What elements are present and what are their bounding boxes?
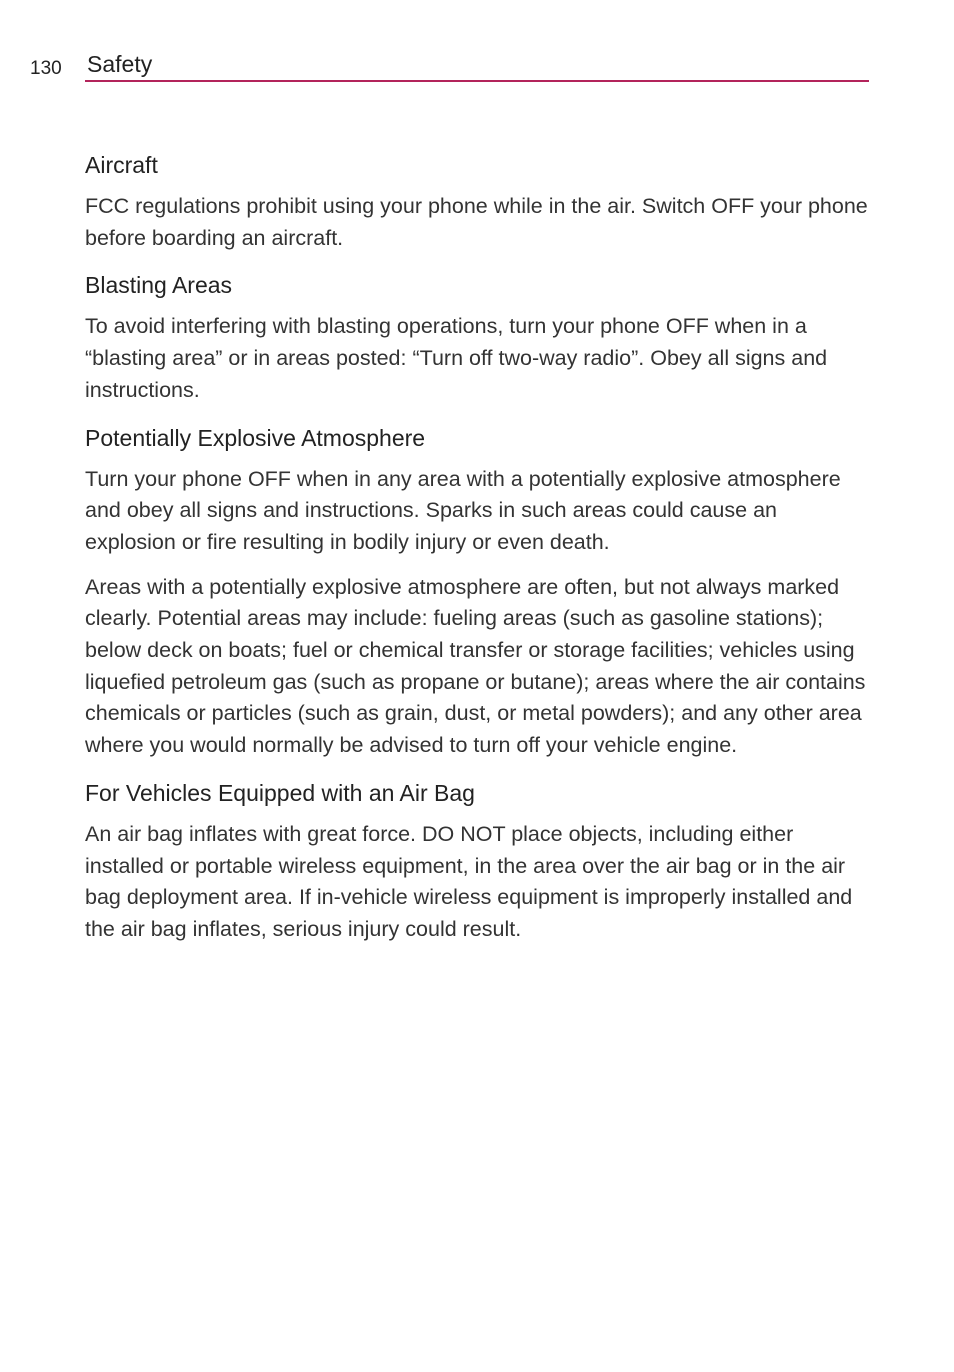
section-blasting-areas <box>85 268 871 406</box>
section-explosive-atmosphere <box>85 421 871 762</box>
section-heading: Aircraft <box>85 152 158 178</box>
section-aircraft <box>85 148 871 254</box>
header-divider <box>85 80 869 82</box>
section-heading: For Vehicles Equipped with an Air Bag <box>85 779 475 806</box>
section-air-bag <box>85 776 871 946</box>
paragraph: Turn your phone OFF when in any area with a potentially explosive atmosphere and obey all signs and instructions. Sparks in such areas could cause an explosion or fire resulting in bodily injury or even death. <box>85 466 841 554</box>
paragraph: To avoid interfering with blasting operations, turn your phone OFF when in a “blasting area” or in areas posted: “Turn off two-way radio”. Obey all signs and instructions. <box>85 314 828 402</box>
page-content <box>85 148 871 946</box>
paragraph: Areas with a potentially explosive atmosphere are often, but not always marked clearly. Potential areas may include: fueling areas (such as gasoline stations); below deck on boats; fuel or chemical transfer or storage facilities; vehicles using liquefied petroleum gas (such as propane or butane); areas where the air contains chemicals or particles (such as grain, dust, or metal powders); and any other area where you would normally be advised to turn off your vehicle engine. <box>85 574 866 758</box>
paragraph: FCC regulations prohibit using your phone while in the air. Switch OFF your phone before boarding an aircraft. <box>85 194 868 250</box>
paragraph: An air bag inflates with great force. DO NOT place objects, including either installed or portable wireless equipment, in the area over the air bag or in the air bag deployment area. If in-vehicle wireless equipment is improperly installed and the air bag inflates, serious injury could result. <box>85 821 853 941</box>
page-number: 130 <box>30 58 62 79</box>
section-title: Safety <box>87 51 153 77</box>
section-heading: Blasting Areas <box>85 272 233 299</box>
page-header <box>0 0 954 90</box>
section-heading: Potentially Explosive Atmosphere <box>85 424 426 451</box>
